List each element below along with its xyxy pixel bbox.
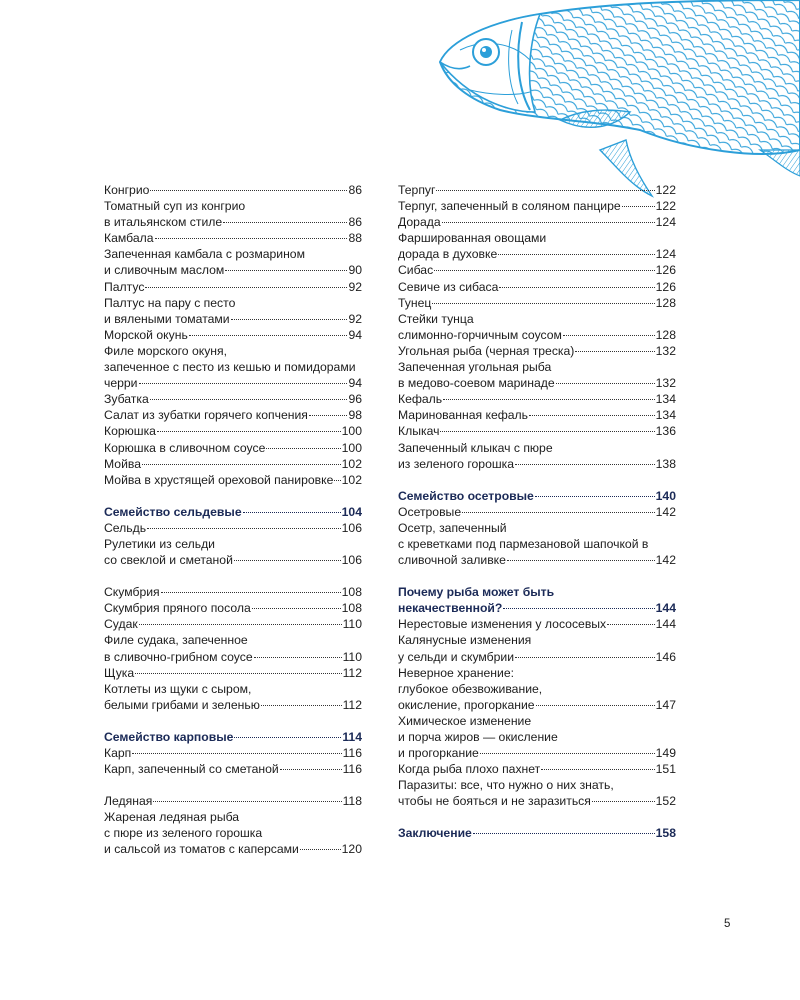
toc-entry-page: 144 bbox=[655, 601, 676, 616]
dot-leader bbox=[434, 270, 654, 271]
toc-entry[interactable] bbox=[398, 440, 676, 472]
toc-entry-page: 86 bbox=[348, 183, 362, 197]
dot-leader bbox=[243, 512, 341, 513]
toc-entry-title: Салат из зубатки горячего копчения bbox=[104, 408, 308, 423]
dot-leader bbox=[592, 801, 655, 802]
toc-entry[interactable] bbox=[398, 504, 676, 520]
toc-entry[interactable] bbox=[104, 632, 362, 664]
toc-entry-title: Осетр, запеченный bbox=[398, 520, 507, 535]
dot-leader bbox=[225, 270, 347, 271]
dot-leader bbox=[529, 415, 655, 416]
dot-leader bbox=[142, 464, 341, 465]
toc-entry-page: 114 bbox=[342, 729, 362, 744]
toc-entry-title: Дорада bbox=[398, 215, 441, 230]
toc-entry-page: 100 bbox=[341, 440, 362, 455]
toc-entry-page: 142 bbox=[655, 504, 676, 519]
toc-entry-title: Угольная рыба (черная треска) bbox=[398, 343, 575, 358]
toc-entry[interactable] bbox=[104, 295, 362, 327]
toc-entry-title: Филе морского окуня, bbox=[104, 343, 228, 358]
toc-entry-page: 128 bbox=[655, 327, 676, 342]
dot-leader bbox=[223, 222, 347, 223]
toc-entry-title: у сельди и скумбрии bbox=[398, 649, 515, 664]
toc-entry-title: Нерестовые изменения у лососевых bbox=[398, 617, 607, 632]
toc-entry-title: в итальянском стиле bbox=[104, 215, 223, 230]
dot-leader bbox=[515, 464, 655, 465]
toc-entry-page: 110 bbox=[342, 649, 362, 664]
toc-entry[interactable] bbox=[398, 214, 676, 230]
toc-entry-title: Почему рыба может быть bbox=[398, 585, 555, 600]
toc-entry-title: Ледяная bbox=[104, 794, 153, 809]
toc-entry-title: Когда рыба плохо пахнет bbox=[398, 762, 541, 777]
dot-leader bbox=[440, 431, 654, 432]
toc-entry-page: 142 bbox=[655, 553, 676, 568]
toc-entry[interactable] bbox=[398, 391, 676, 407]
dot-leader bbox=[541, 769, 654, 770]
dot-leader bbox=[150, 190, 347, 191]
toc-section-heading[interactable] bbox=[104, 729, 362, 745]
toc-entry[interactable] bbox=[398, 279, 676, 295]
toc-entry[interactable] bbox=[398, 343, 676, 359]
toc-entry-title: Щука bbox=[104, 665, 135, 680]
toc-entry[interactable] bbox=[104, 246, 362, 278]
toc-entry-page: 128 bbox=[655, 295, 676, 310]
dot-leader bbox=[432, 303, 654, 304]
toc-entry-title: окисление, прогоркание bbox=[398, 697, 535, 712]
dot-leader bbox=[139, 624, 342, 625]
toc-entry-page: 90 bbox=[348, 263, 362, 278]
toc-entry-page: 158 bbox=[655, 826, 676, 841]
toc-entry-title: Скумбрия bbox=[104, 585, 160, 600]
toc-entry-title: с креветками под пармезановой шапочкой в bbox=[398, 536, 649, 551]
toc-entry-title: Неверное хранение: bbox=[398, 665, 515, 680]
toc-entry-title: Филе судака, запеченное bbox=[104, 633, 248, 648]
toc-section-heading[interactable] bbox=[398, 488, 676, 504]
toc-entry-title: с пюре из зеленого горошка bbox=[104, 826, 263, 841]
toc-entry-title: белыми грибами и зеленью bbox=[104, 697, 260, 712]
dot-leader bbox=[153, 801, 341, 802]
toc-entry[interactable] bbox=[398, 761, 676, 777]
toc-entry-title: со свеклой и сметаной bbox=[104, 553, 233, 568]
dot-leader bbox=[480, 753, 655, 754]
toc-entry-page: 108 bbox=[341, 601, 362, 616]
toc-entry-title: некачественной? bbox=[398, 601, 503, 616]
toc-entry-page: 134 bbox=[655, 408, 676, 423]
toc-entry-page: 102 bbox=[341, 472, 362, 487]
dot-leader bbox=[266, 448, 340, 449]
toc-section-heading[interactable] bbox=[398, 584, 676, 616]
toc-entry-page: 110 bbox=[342, 617, 362, 632]
dot-leader bbox=[280, 769, 342, 770]
toc-entry-title: запеченное с песто из кешью и помидорами bbox=[104, 360, 356, 375]
section-gap bbox=[398, 472, 676, 488]
fish-icon bbox=[430, 0, 800, 200]
dot-leader bbox=[607, 624, 655, 625]
dot-leader bbox=[503, 608, 654, 609]
dot-leader bbox=[254, 657, 342, 658]
toc-entry-title: Скумбрия пряного посола bbox=[104, 601, 251, 616]
toc-entry-page: 102 bbox=[341, 456, 362, 471]
toc-entry-page: 118 bbox=[342, 794, 362, 809]
section-gap bbox=[104, 568, 362, 584]
toc-entry[interactable] bbox=[398, 295, 676, 311]
toc-entry-title: и вялеными томатами bbox=[104, 311, 230, 326]
dot-leader bbox=[252, 608, 341, 609]
toc-entry-title: Севиче из сибаса bbox=[398, 279, 499, 294]
toc-entry-title: Зубатка bbox=[104, 392, 149, 407]
toc-entry[interactable] bbox=[104, 182, 362, 198]
dot-leader bbox=[157, 431, 341, 432]
toc-entry[interactable] bbox=[398, 407, 676, 423]
dot-leader bbox=[535, 496, 655, 497]
toc-entry-title: в медово-соевом маринаде bbox=[398, 376, 555, 391]
dot-leader bbox=[334, 480, 340, 481]
toc-entry-page: 86 bbox=[348, 215, 362, 230]
toc-entry-page: 151 bbox=[655, 762, 676, 777]
toc-entry-title: Фаршированная овощами bbox=[398, 231, 547, 246]
toc-entry-page: 134 bbox=[655, 392, 676, 407]
toc-entry[interactable] bbox=[104, 745, 362, 761]
section-gap bbox=[398, 809, 676, 825]
toc-entry[interactable] bbox=[398, 311, 676, 343]
toc-entry-page: 108 bbox=[341, 585, 362, 600]
toc-entry-title: Осетровые bbox=[398, 504, 462, 519]
toc-entry-title: слимонно-горчичным соусом bbox=[398, 327, 562, 342]
toc-entry-page: 144 bbox=[655, 617, 676, 632]
dot-leader bbox=[443, 399, 655, 400]
toc-entry[interactable] bbox=[104, 665, 362, 681]
dot-leader bbox=[147, 528, 341, 529]
toc-entry-title: Корюшка bbox=[104, 424, 156, 439]
toc-entry-title: в сливочно-грибном соусе bbox=[104, 649, 253, 664]
toc-entry-title: Жареная ледяная рыба bbox=[104, 810, 240, 825]
toc-entry[interactable] bbox=[104, 472, 362, 488]
toc-entry[interactable] bbox=[104, 230, 362, 246]
toc-entry-title: Судак bbox=[104, 617, 138, 632]
toc-entry-title: Тунец bbox=[398, 295, 432, 310]
toc-entry-page: 92 bbox=[348, 279, 362, 294]
toc-entry-page: 122 bbox=[655, 199, 676, 214]
toc-entry-title: Семейство карповые bbox=[104, 729, 234, 744]
toc-entry-page: 94 bbox=[348, 327, 362, 342]
toc-entry-title: и прогоркание bbox=[398, 746, 479, 761]
toc-entry[interactable] bbox=[398, 520, 676, 568]
toc-entry-page: 146 bbox=[655, 649, 676, 664]
toc-entry[interactable] bbox=[398, 713, 676, 761]
toc-entry-title: Кефаль bbox=[398, 392, 443, 407]
toc-entry-title: Палтус bbox=[104, 279, 145, 294]
toc-entry[interactable] bbox=[398, 616, 676, 632]
toc-entry-title: Сельдь bbox=[104, 520, 147, 535]
toc-entry-page: 98 bbox=[348, 408, 362, 423]
toc-entry-title: Маринованная кефаль bbox=[398, 408, 529, 423]
toc-section-heading[interactable] bbox=[398, 825, 676, 841]
dot-leader bbox=[231, 319, 348, 320]
toc-entry[interactable] bbox=[104, 616, 362, 632]
toc-entry-title: сливочной заливке bbox=[398, 553, 506, 568]
toc-entry-title: Корюшка в сливочном соусе bbox=[104, 440, 266, 455]
toc-entry-page: 152 bbox=[655, 794, 676, 809]
toc-entry-title: дорада в духовке bbox=[398, 247, 498, 262]
toc-entry-title: Клыкач bbox=[398, 424, 440, 439]
dot-leader bbox=[442, 222, 655, 223]
toc-entry-title: Камбала bbox=[104, 231, 154, 246]
section-gap bbox=[398, 568, 676, 584]
toc-entry[interactable] bbox=[104, 279, 362, 295]
toc-entry-page: 116 bbox=[342, 762, 362, 777]
toc-right-column bbox=[398, 182, 676, 842]
dot-leader bbox=[507, 560, 655, 561]
toc-entry[interactable] bbox=[104, 440, 362, 456]
toc-entry[interactable] bbox=[104, 600, 362, 616]
toc-entry-page: 138 bbox=[655, 456, 676, 471]
toc-entry[interactable] bbox=[398, 777, 676, 809]
section-gap bbox=[104, 488, 362, 504]
toc-entry-title: Паразиты: все, что нужно о них знать, bbox=[398, 778, 614, 793]
toc-entry[interactable] bbox=[104, 793, 362, 809]
toc-entry[interactable] bbox=[104, 391, 362, 407]
dot-leader bbox=[515, 657, 655, 658]
toc-entry-title: Терпуг, запеченный в соляном панцире bbox=[398, 199, 621, 214]
toc-entry-title: Сибас bbox=[398, 263, 434, 278]
toc-entry-page: 100 bbox=[341, 424, 362, 439]
toc-entry-title: Заключение bbox=[398, 826, 472, 841]
toc-entry[interactable] bbox=[104, 407, 362, 423]
dot-leader bbox=[234, 560, 341, 561]
dot-leader bbox=[575, 351, 654, 352]
dot-leader bbox=[556, 383, 655, 384]
toc-entry[interactable] bbox=[104, 681, 362, 713]
dot-leader bbox=[139, 383, 348, 384]
toc-entry-title: черри bbox=[104, 376, 138, 391]
toc-entry[interactable] bbox=[398, 182, 676, 198]
toc-entry[interactable] bbox=[104, 343, 362, 391]
toc-entry[interactable] bbox=[398, 230, 676, 262]
toc-left-column bbox=[104, 182, 362, 858]
dot-leader bbox=[499, 287, 654, 288]
toc-entry-title: Палтус на пару с песто bbox=[104, 295, 236, 310]
toc-entry[interactable] bbox=[398, 359, 676, 391]
toc-entry-page: 120 bbox=[341, 842, 362, 857]
toc-entry-title: Запеченная угольная рыба bbox=[398, 360, 552, 375]
toc-entry-title: Семейство сельдевые bbox=[104, 504, 242, 519]
toc-entry-page: 96 bbox=[348, 392, 362, 407]
toc-entry-title: Химическое изменение bbox=[398, 713, 532, 728]
toc-entry[interactable] bbox=[104, 761, 362, 777]
toc-entry-title: Калянусные изменения bbox=[398, 633, 532, 648]
dot-leader bbox=[135, 673, 341, 674]
toc-entry-title: Семейство осетровые bbox=[398, 488, 534, 503]
toc-entry-page: 124 bbox=[655, 215, 676, 230]
toc-entry-title: Терпуг bbox=[398, 183, 436, 197]
toc-entry-page: 126 bbox=[655, 263, 676, 278]
toc-entry-title: Томатный суп из конгрио bbox=[104, 199, 246, 214]
toc-entry-title: Конгрио bbox=[104, 183, 150, 197]
toc-entry-page: 94 bbox=[348, 376, 362, 391]
toc-entry-title: чтобы не бояться и не заразиться bbox=[398, 794, 591, 809]
dot-leader bbox=[300, 849, 341, 850]
toc-entry[interactable] bbox=[398, 632, 676, 664]
section-gap bbox=[104, 777, 362, 793]
toc-entry-page: 116 bbox=[342, 746, 362, 760]
toc-entry-page: 112 bbox=[342, 697, 362, 712]
toc-entry-title: из зеленого горошка bbox=[398, 456, 515, 471]
dot-leader bbox=[234, 737, 341, 738]
dot-leader bbox=[436, 190, 654, 191]
toc-entry[interactable] bbox=[104, 536, 362, 568]
toc-entry-page: 122 bbox=[655, 183, 676, 197]
toc-entry-page: 88 bbox=[348, 231, 362, 246]
toc-entry-page: 104 bbox=[341, 504, 362, 519]
dot-leader bbox=[132, 753, 341, 754]
toc-entry[interactable] bbox=[104, 456, 362, 472]
toc-entry-page: 140 bbox=[655, 488, 676, 503]
toc-entry-page: 136 bbox=[655, 424, 676, 439]
dot-leader bbox=[473, 833, 655, 834]
toc-entry-page: 126 bbox=[655, 279, 676, 294]
dot-leader bbox=[498, 254, 654, 255]
toc-entry[interactable] bbox=[104, 423, 362, 439]
dot-leader bbox=[161, 592, 341, 593]
toc-entry-page: 92 bbox=[348, 311, 362, 326]
toc-entry[interactable] bbox=[104, 198, 362, 230]
toc-entry-title: и сливочным маслом bbox=[104, 263, 225, 278]
toc-entry[interactable] bbox=[104, 584, 362, 600]
toc-entry-page: 106 bbox=[341, 520, 362, 535]
toc-entry-title: Мойва в хрустящей ореховой панировке bbox=[104, 472, 334, 487]
toc-entry-page: 132 bbox=[655, 376, 676, 391]
dot-leader bbox=[150, 399, 348, 400]
toc-entry-title: и сальсой из томатов с каперсами bbox=[104, 842, 299, 857]
toc-section-heading[interactable] bbox=[104, 504, 362, 520]
page-number: 5 bbox=[724, 918, 731, 930]
toc-entry-title: Котлеты из щуки с сыром, bbox=[104, 681, 252, 696]
toc-entry-page: 106 bbox=[341, 553, 362, 568]
toc-entry[interactable] bbox=[398, 423, 676, 439]
dot-leader bbox=[261, 705, 342, 706]
toc-entry-title: Рулетики из сельди bbox=[104, 536, 215, 551]
toc-entry[interactable] bbox=[104, 809, 362, 857]
toc-entry-title: глубокое обезвоживание, bbox=[398, 681, 543, 696]
dot-leader bbox=[622, 206, 655, 207]
toc-entry-title: Карп bbox=[104, 746, 132, 760]
toc-entry-page: 132 bbox=[655, 343, 676, 358]
toc-entry-title: и порча жиров — окисление bbox=[398, 730, 558, 744]
dot-leader bbox=[563, 335, 655, 336]
toc-entry-page: 147 bbox=[655, 697, 676, 712]
toc-entry[interactable] bbox=[398, 262, 676, 278]
toc-entry-title: Стейки тунца bbox=[398, 311, 474, 326]
dot-leader bbox=[189, 335, 348, 336]
toc-entry-page: 149 bbox=[655, 746, 676, 761]
toc-entry[interactable] bbox=[104, 520, 362, 536]
dot-leader bbox=[536, 705, 655, 706]
section-gap bbox=[104, 713, 362, 729]
toc-entry-title: Запеченная камбала с розмарином bbox=[104, 247, 305, 262]
toc-entry[interactable] bbox=[104, 327, 362, 343]
dot-leader bbox=[309, 415, 348, 416]
toc-entry-title: Мойва bbox=[104, 456, 141, 471]
toc-entry-page: 124 bbox=[655, 247, 676, 262]
dot-leader bbox=[155, 238, 348, 239]
toc-entry[interactable] bbox=[398, 665, 676, 713]
toc-entry-page: 112 bbox=[342, 665, 362, 680]
dot-leader bbox=[145, 287, 347, 288]
toc-entry-title: Карп, запеченный со сметаной bbox=[104, 762, 279, 777]
toc-entry-title: Морской окунь bbox=[104, 327, 188, 342]
toc-entry-title: Запеченный клыкач с пюре bbox=[398, 440, 553, 455]
toc-entry[interactable] bbox=[398, 198, 676, 214]
dot-leader bbox=[462, 512, 655, 513]
